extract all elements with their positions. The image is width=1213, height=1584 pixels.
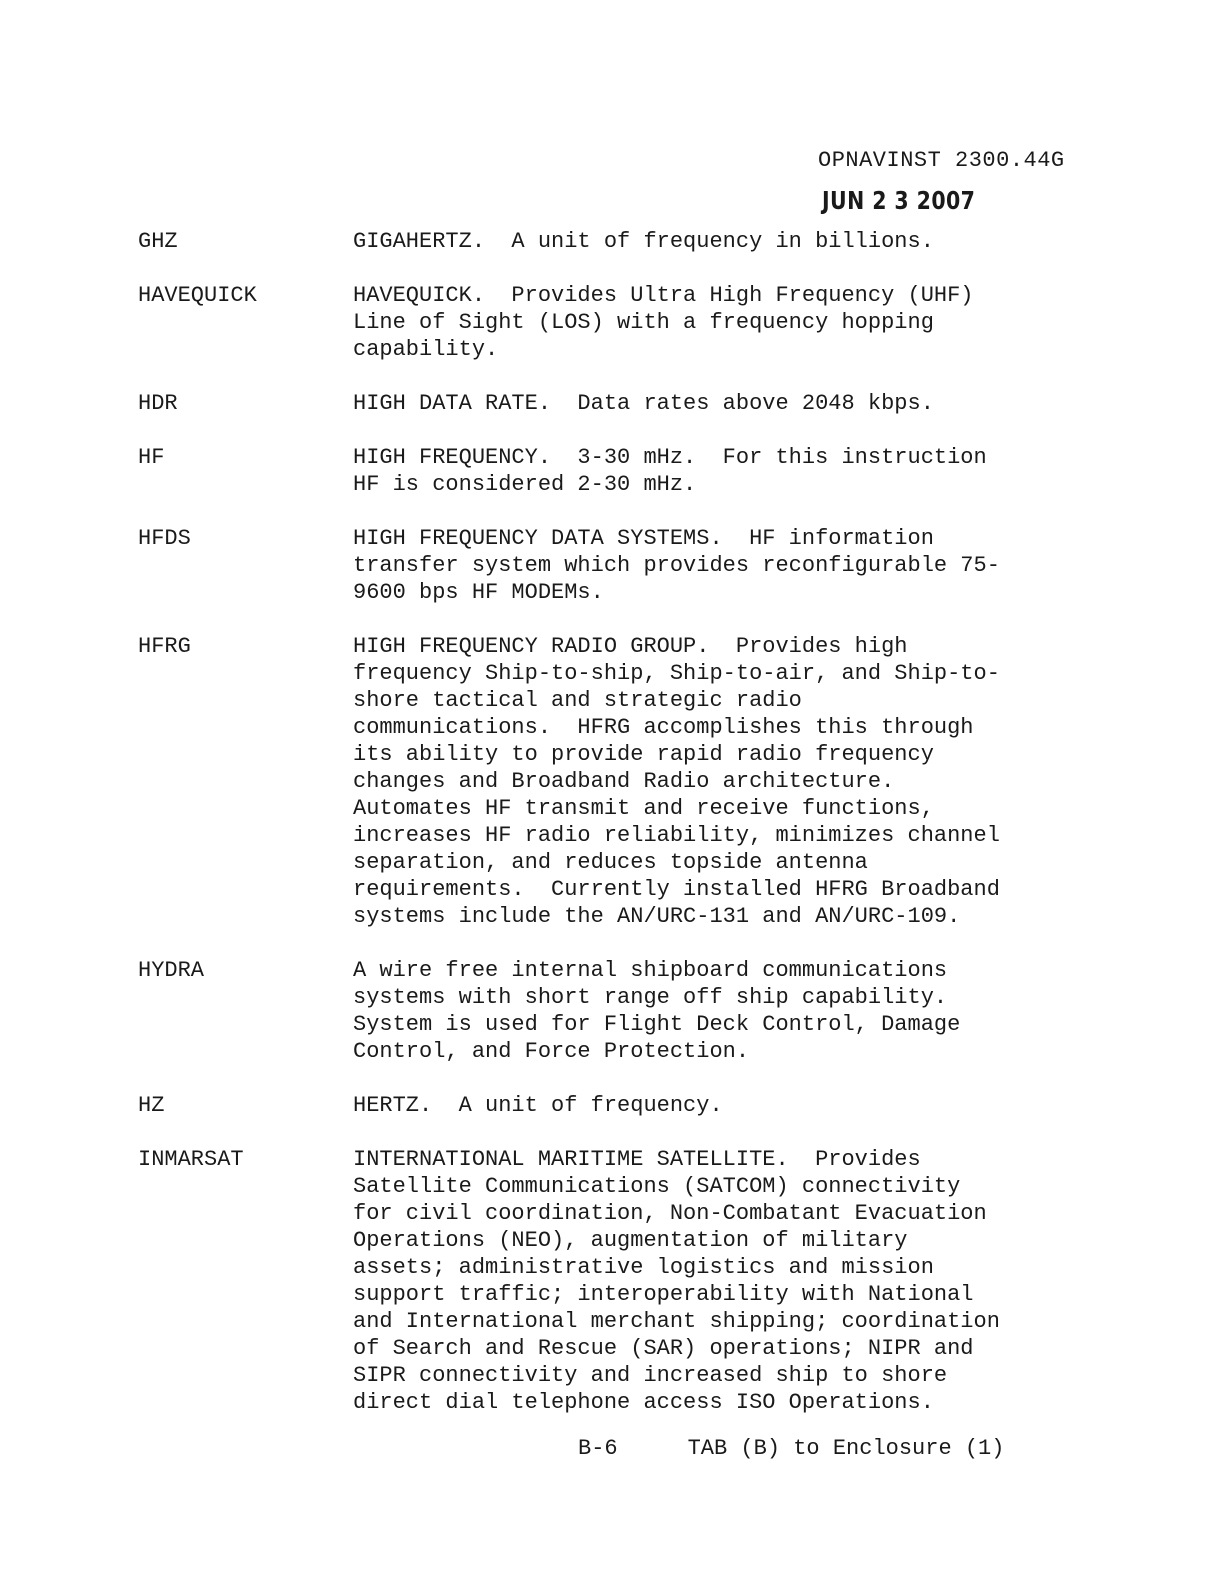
glossary-definition: HIGH DATA RATE. Data rates above 2048 kbps. — [353, 391, 934, 416]
glossary-definition: GIGAHERTZ. A unit of frequency in billions. — [353, 229, 934, 254]
enclosure-reference: TAB (B) to Enclosure (1) — [687, 1436, 1005, 1461]
glossary-definition: HAVEQUICK. Provides Ultra High Frequency (UHF) Line of Sight (LOS) with a frequency hopping capability. — [353, 283, 974, 362]
glossary-term: HYDRA — [138, 958, 205, 983]
glossary-entry-ghz — [138, 228, 1068, 255]
glossary-entry-hz — [138, 1092, 1068, 1119]
glossary-entry-hfrg — [138, 633, 1068, 930]
glossary-list — [138, 228, 1068, 1443]
glossary-entry-inmarsat — [138, 1146, 1068, 1416]
glossary-term: INMARSAT — [138, 1147, 244, 1172]
glossary-entry-hydra — [138, 957, 1068, 1065]
glossary-definition: HIGH FREQUENCY DATA SYSTEMS. HF information transfer system which provides reconfigurable 75- 9600 bps HF MODEMs. — [353, 526, 1000, 605]
glossary-entry-hf — [138, 444, 1068, 498]
glossary-definition: HIGH FREQUENCY. 3-30 mHz. For this instruction HF is considered 2-30 mHz. — [353, 445, 987, 497]
glossary-term: HAVEQUICK — [138, 283, 257, 308]
glossary-term: HF — [138, 445, 165, 470]
glossary-definition: HIGH FREQUENCY RADIO GROUP. Provides high frequency Ship-to-ship, Ship-to-air, and Ship-to- shore tactical and strategic radio communications. HFRG accomplishes this through its ability to provide rapid radio frequency changes and Broadband Radio architecture. Automates HF transmit and receive functions, increases HF radio reliability, minimizes channel separation, and reduces topside antenna requirements. Currently installed HFRG Broadband systems include the AN/URC-131 and AN/URC-109. — [353, 634, 1000, 929]
date-stamp: JUN 2 3 2007 — [822, 186, 976, 215]
glossary-definition: A wire free internal shipboard communications systems with short range off ship capability. System is used for Flight Deck Control, Damage Control, and Force Protection. — [353, 958, 961, 1064]
glossary-term: HFDS — [138, 526, 191, 551]
glossary-entry-havequick — [138, 282, 1068, 363]
glossary-term: HFRG — [138, 634, 191, 659]
glossary-term: GHZ — [138, 229, 178, 254]
glossary-entry-hfds — [138, 525, 1068, 606]
glossary-definition: HERTZ. A unit of frequency. — [353, 1093, 723, 1118]
glossary-term: HDR — [138, 391, 178, 416]
glossary-entry-hdr — [138, 390, 1068, 417]
page-number: B-6 — [578, 1436, 618, 1461]
document-identifier: OPNAVINST 2300.44G — [818, 148, 1065, 173]
glossary-definition: INTERNATIONAL MARITIME SATELLITE. Provides Satellite Communications (SATCOM) connectivity for civil coordination, Non-Combatant Evacuation Operations (NEO), augmentation of military assets; administrative logistics and mission support traffic; interoperability with National and International merchant shipping; coordination of Search and Rescue (SAR) operations; NIPR and SIPR connectivity and increased ship to shore direct dial telephone access ISO Operations. — [353, 1147, 1000, 1415]
glossary-term: HZ — [138, 1093, 165, 1118]
page-footer — [578, 1436, 1004, 1461]
